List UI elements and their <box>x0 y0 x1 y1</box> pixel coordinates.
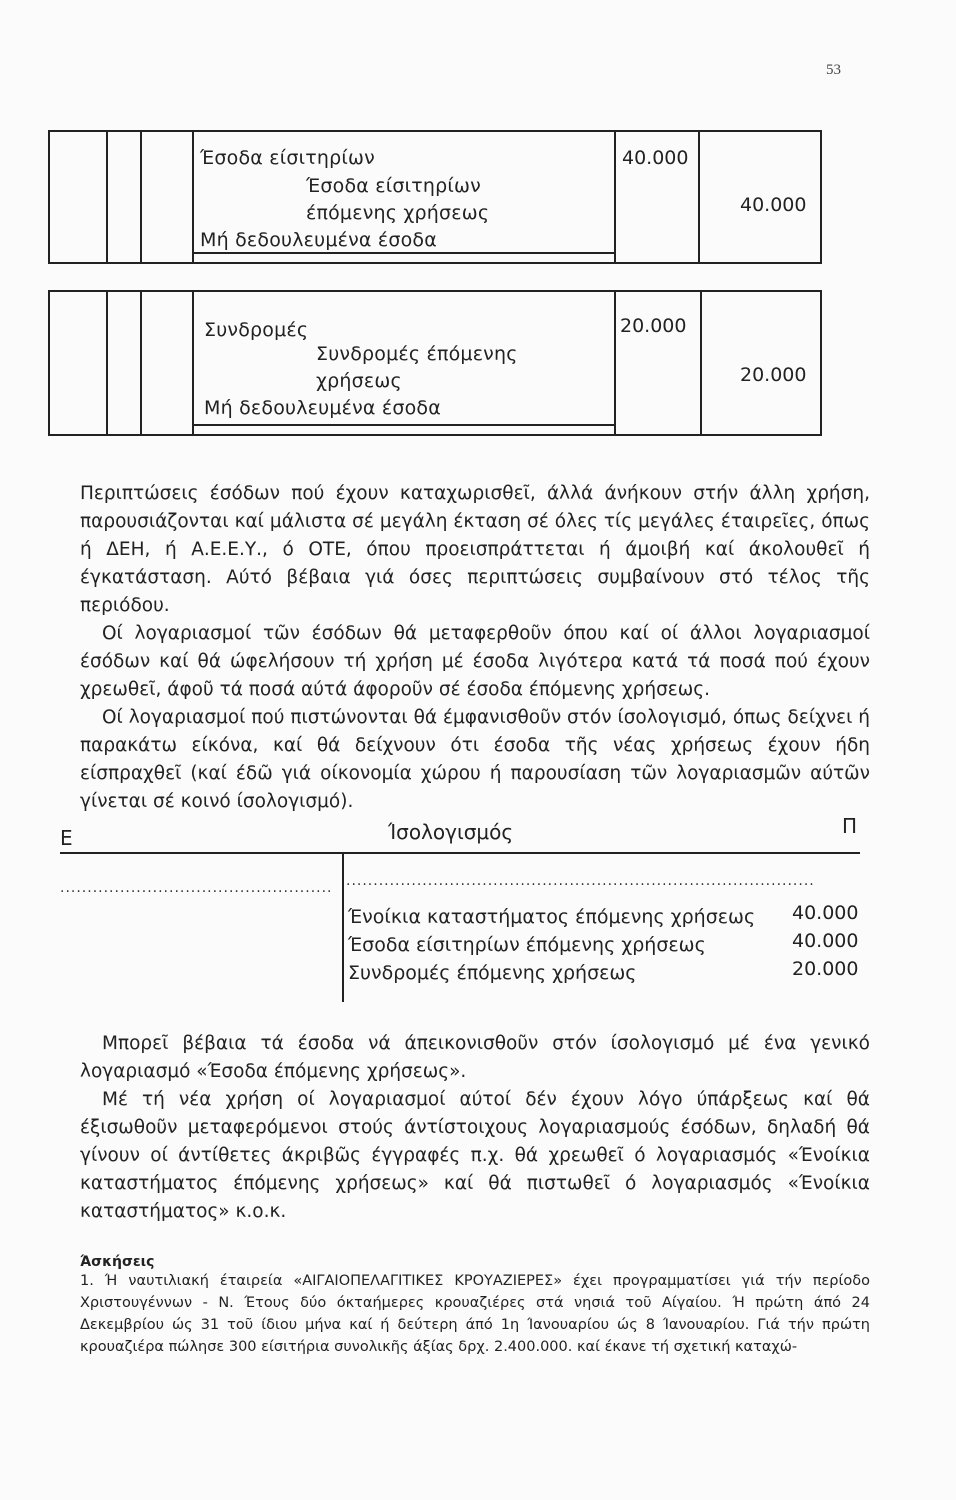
balance-sheet-top-rule <box>60 852 860 854</box>
paragraph-4: Μπορεῖ βέβαια τά έσοδα νά άπεικονισθοῦν στόν ίσολογισμό μέ ένα γενικό λογαριασμό «Έσοδα έπόμενης χρήσεως». <box>80 1033 870 1082</box>
journal-1-credit-amount: 40.000 <box>740 194 807 216</box>
exercises-heading: Άσκήσεις <box>80 1254 155 1270</box>
balance-sheet-value: 40.000 <box>792 902 859 924</box>
exercise-1: 1. Ή ναυτιλιακή έταιρεία «ΑΙΓΑΙΟΠΕΛΑΓΙΤΙΚΕΣ ΚΡΟΥΑΖΙΕΡΕΣ» έχει προγραμματίσει γιά τήν περίοδο Χριστουγέννων - Ν. Έτους δύο όκταήμερες κρουαζιέρες στά νησιά τοῦ Αίγαίου. Ή πρώτη άπό 24 Δεκεμβρίου ώς 31 τοῦ ίδιου μήνα καί ή δεύτερη άπό 1η Ίανουαρίου ώς 8 Ίανουαρίου. Γιά τήν πρώτη κρουαζιέρα πώλησε 300 είσιτήρια συνολικῆς άξίας δρχ. 2.400.000. καί έκανε τή σχετική καταχώ- <box>80 1273 870 1355</box>
paragraph-5: Μέ τή νέα χρήση οί λογαριασμοί αύτοί δέν έχουν λόγο ύπάρξεως καί θά έξισωθοῦν μεταφερόμενοι στούς άντίστοιχους λογαριασμούς έσόδων, δηλαδή θά γίνουν οί άντίθετες άκριβῶς έγγραφές π.χ. θά χρεωθεῖ ό λογαριασμός «Ένοίκια καταστήματος έπόμενης χρήσεως» καί θά πιστωθεῖ ό λογαριασμός «Ένοίκια καταστήματος» κ.ο.κ. <box>80 1089 870 1222</box>
journal-1-debit-account: Έσοδα είσιτηρίων <box>200 147 375 169</box>
journal-1-credit-account: Έσοδα είσιτηρίων <box>306 175 481 197</box>
journal-2-credit-amount: 20.000 <box>740 364 807 386</box>
text-block-1 <box>80 480 870 816</box>
balance-sheet-dots-right: ...................................................................................... <box>346 873 815 889</box>
balance-sheet-assets-label: Ε <box>60 826 73 850</box>
balance-sheet-item: Έσοδα είσιτηρίων έπόμενης χρήσεως <box>348 934 706 956</box>
paragraph-2: Οί λογαριασμοί τῶν έσόδων θά μεταφερθοῦν όπου καί οί άλλοι λογαριασμοί έσόδων καί θά ώφελήσουν τή χρήση μέ έσοδα λιγότερα κατά τά ποσά πού έχουν χρεωθεῖ, άφοῦ τά ποσά αύτά άφοροῦν σέ έσοδα έπόμενης χρήσεως. <box>80 623 870 700</box>
journal-1-debit-amount: 40.000 <box>622 147 689 169</box>
balance-sheet-title: Ίσολογισμός <box>388 820 514 844</box>
balance-sheet-value: 20.000 <box>792 958 859 980</box>
exercises-block <box>80 1270 870 1358</box>
text-block-2 <box>80 1030 870 1226</box>
balance-sheet-item: Συνδρομές έπόμενης χρήσεως <box>348 962 637 984</box>
balance-sheet-divider <box>342 852 344 1002</box>
journal-2-description: Μή δεδουλευμένα έσοδα <box>204 397 441 419</box>
paragraph-3: Οί λογαριασμοί πού πιστώνονται θά έμφανισθοῦν στόν ίσολογισμό, όπως δείχνει ή παρακάτω είκόνα, καί θά δείχνουν ότι έσοδα τῆς νέας χρήσεως έχουν ήδη είσπραχθεῖ (καί έδῶ γιά οίκονομία χώρου ή παρουσίαση τῶν λογαριασμῶν αύτῶν γίνεται σέ κοινό ίσολογισμό). <box>80 707 870 812</box>
journal-2-credit-account: Συνδρομές έπόμενης <box>316 343 518 365</box>
journal-entry-2 <box>48 290 822 436</box>
balance-sheet-item: Ένοίκια καταστήματος έπόμενης χρήσεως <box>348 906 756 928</box>
balance-sheet-value: 40.000 <box>792 930 859 952</box>
balance-sheet-liabilities-label: Π <box>842 814 858 838</box>
journal-2-debit-amount: 20.000 <box>620 315 687 337</box>
balance-sheet-dots-left: .................................................. <box>60 880 333 896</box>
journal-1-credit-account-cont: έπόμενης χρήσεως <box>306 202 490 224</box>
journal-2-debit-account: Συνδρομές <box>204 319 309 341</box>
page-number: 53 <box>826 62 841 78</box>
journal-1-description: Μή δεδουλευμένα έσοδα <box>200 229 437 251</box>
paragraph-1: Περιπτώσεις έσόδων πού έχουν καταχωρισθεῖ, άλλά άνήκουν στήν άλλη χρήση, παρουσιάζονται καί μάλιστα σέ μεγάλη έκταση σέ όλες τίς μεγάλες έταιρεῖες, όπως ή ΔΕΗ, ή Α.Ε.Ε.Υ., ό ΟΤΕ, όπου προεισπράττεται ή άμοιβή καί άκολουθεῖ ή έγκατάσταση. Αύτό βέβαια γιά όσες περιπτώσεις συμβαίνουν στό τέλος τῆς περιόδου. <box>80 483 870 616</box>
journal-2-credit-account-cont: χρήσεως <box>316 370 402 392</box>
journal-entry-1 <box>48 130 822 264</box>
